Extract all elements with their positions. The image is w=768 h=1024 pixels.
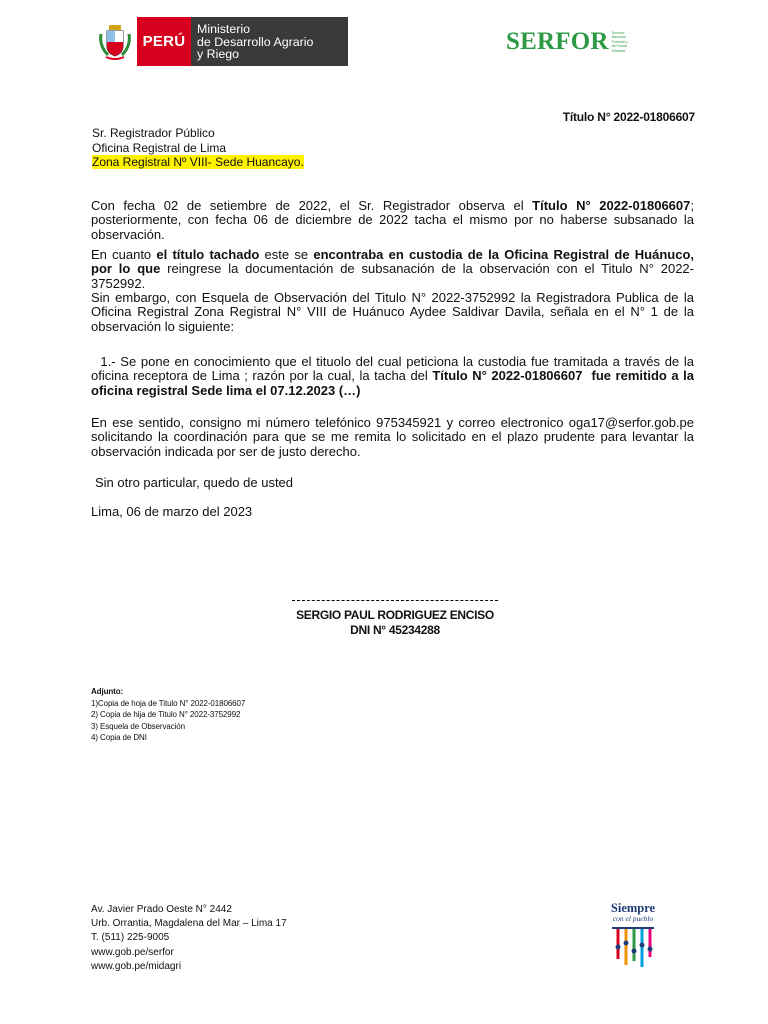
footer-line: Urb. Orrantia, Magdalena del Mar – Lima 17	[91, 918, 287, 930]
date-line: Lima, 06 de marzo del 2023	[91, 504, 253, 519]
serfor-subtitle-line: Nacional	[611, 35, 626, 40]
attachment-item: 3) Esquela de Observación	[91, 721, 186, 731]
ministry-line: de Desarrollo Agrario	[197, 34, 314, 49]
text-run: En ese sentido, consigno mi número telefónico 975345921 y correo electronico oga17@serfor.gob.pe solicitando la coordinación para que se me remita lo solicitado en el plazo prudente para levantar la observación indicada por ser de justo derecho.	[91, 415, 694, 459]
paragraph-custody	[91, 248, 694, 291]
signature-line	[292, 600, 498, 602]
serfor-subtitle-line: Forestal y	[611, 39, 628, 44]
attachments-title: Adjunto:	[91, 687, 124, 696]
text-run: este se	[259, 247, 314, 262]
paragraph-observation	[91, 199, 694, 242]
bold-text-run: encontraba en custodia de la Oficina Registral de Huánuco, por lo que	[91, 247, 695, 277]
paragraph-esquela	[91, 291, 694, 334]
serfor-subtitle-line: Silvestre	[611, 48, 626, 53]
footer-link[interactable]: www.gob.pe/midagri	[91, 960, 182, 972]
text-run: ; posteriormente, con fecha 06 de diciembre de 2022 tacha el mismo por no haberse subsanado la observación.	[91, 198, 694, 242]
peru-label: PERÚ	[137, 17, 191, 66]
bold-text-run: Título N° 2022-01806607	[532, 198, 691, 213]
colored-stripes-icon	[610, 925, 656, 969]
coat-of-arms-icon	[92, 17, 137, 66]
text-run: Con fecha 02 de setiembre de 2022, el Sr. Registrador observa el	[91, 198, 533, 213]
footer-address	[91, 903, 287, 974]
text-run: reingrese la documentación de subsanación de la observación con el Titulo N° 2022-3752992.	[91, 261, 694, 291]
addressee-block	[92, 126, 304, 170]
serfor-subtitle	[612, 31, 636, 53]
bold-text-run: el título tachado	[156, 247, 260, 262]
signer-name: SERGIO PAUL RODRIGUEZ ENCISO	[296, 608, 494, 622]
slogan-main: Siempre	[610, 901, 656, 915]
addressee-line: Sr. Registrador Público	[92, 126, 215, 140]
serfor-subtitle-line: Servicio	[611, 30, 625, 35]
footer-line: Av. Javier Prado Oeste N° 2442	[91, 904, 232, 915]
signature-block	[270, 600, 520, 637]
highlighted-text: Zona Registral Nº VIII- Sede Huancayo.	[92, 155, 304, 169]
paragraph-quote	[91, 354, 698, 398]
addressee-line-highlighted	[92, 155, 304, 170]
attachments-list	[91, 686, 245, 744]
signer-dni: DNI N° 45234288	[350, 622, 440, 637]
bold-text-run: Título N° 2022-01806607 fue remitido a la oficina registral Sede lima el 07.12.2023 (…)	[91, 368, 698, 398]
attachment-item: 2) Copia de hija de Titulo N° 2022-3752992	[91, 710, 241, 720]
ministry-line: y Riego	[197, 47, 240, 62]
text-run: En cuanto	[91, 247, 157, 262]
paragraph-contact	[91, 416, 694, 459]
text-run: Sin embargo, con Esquela de Observación del Titulo N° 2022-3752992 la Registradora Publica de la Oficina Registral Zona Registral N° VIII de Huánuco Aydee Saldivar Davila, señala en el N° 1 de la observación lo siguiente:	[91, 290, 694, 334]
serfor-subtitle-line: de Fauna	[611, 44, 627, 49]
serfor-logo	[506, 24, 646, 60]
ministry-name	[191, 17, 348, 66]
closing-line: Sin otro particular, quedo de usted	[95, 475, 294, 490]
titulo-reference: Título N° 2022-01806607	[562, 110, 695, 124]
attachment-item: 1)Copia de hoja de Titulo N° 2022-01806607	[91, 698, 246, 708]
slogan-sub: con el pueblo	[612, 914, 654, 923]
siempre-con-el-pueblo-logo	[598, 902, 668, 969]
serfor-wordmark: SERFOR	[506, 28, 609, 55]
ministry-line: Ministerio	[197, 22, 251, 36]
attachment-item: 4) Copia de DNI	[91, 733, 147, 743]
text-run: 1.- Se pone en conocimiento que el tituolo del cual peticiona la custodia fue tramitada a través de la oficina receptora de Lima ; razón por la cual, la tacha del	[91, 354, 698, 384]
footer-line: T. (511) 225-9005	[91, 932, 170, 944]
footer-link[interactable]: www.gob.pe/serfor	[91, 946, 174, 958]
government-header-logo	[92, 17, 348, 66]
addressee-line: Oficina Registral de Lima	[92, 140, 227, 155]
